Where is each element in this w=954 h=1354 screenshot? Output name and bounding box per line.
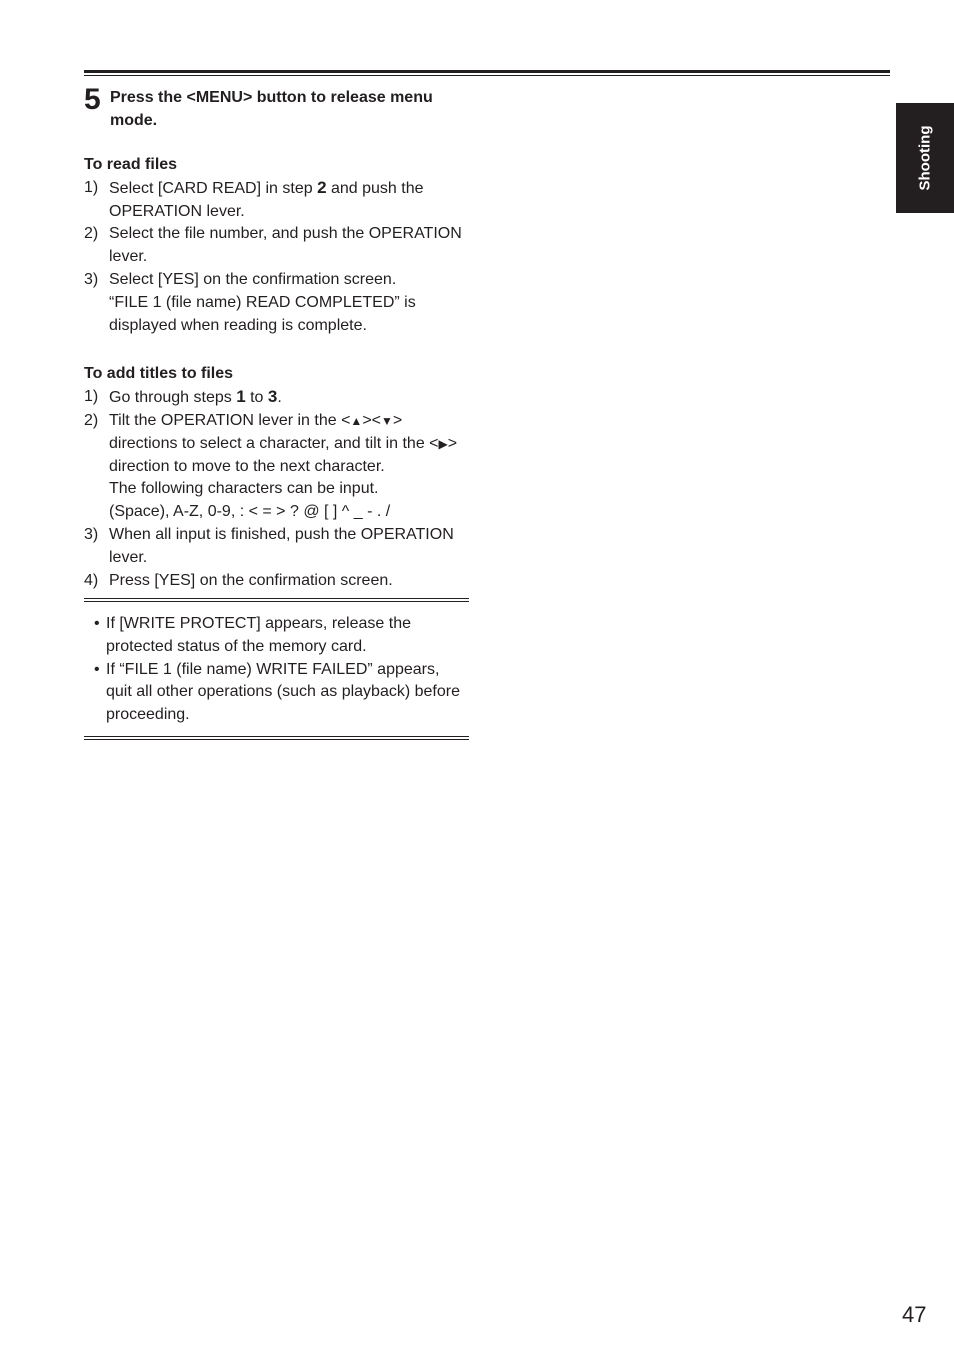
text-span: “FILE 1 (file name) READ COMPLETED” is displayed when reading is complete. [109, 293, 416, 334]
list-item [84, 524, 469, 570]
section-tab [896, 103, 954, 213]
list-item-number: 4) [84, 571, 99, 589]
step-ref: 3 [267, 387, 278, 407]
step-number: 5 [84, 83, 101, 116]
list-item-text: Press [YES] on the confirmation screen. [109, 571, 393, 589]
note-text: If [WRITE PROTECT] appears, release the protected status of the memory card. [106, 615, 411, 655]
list-item-text [109, 410, 469, 524]
top-rule-thin [84, 75, 890, 76]
list-item-text [109, 269, 469, 337]
right-arrow-icon: ▶ [438, 436, 448, 451]
note-rule [84, 598, 469, 599]
text-span: Go through steps [109, 389, 237, 407]
list-item-number: 1) [84, 388, 99, 406]
note-item [94, 659, 469, 727]
note-rule [84, 736, 469, 737]
list-item-number: 1) [84, 178, 99, 196]
note-text: If “FILE 1 (file name) WRITE FAILED” appears, quit all other operations (such as playback) before proceeding. [106, 660, 460, 724]
list-item-text: Select the file number, and push the OPERATION lever. [109, 225, 462, 266]
step-text: Press the <MENU> button to release menu mode. [110, 89, 433, 129]
step-ref: 1 [236, 387, 246, 407]
list-item [84, 410, 469, 524]
notes-list [84, 602, 469, 736]
text-span: > direction to move to the next character. [109, 434, 458, 475]
top-rule-thick [84, 70, 890, 73]
up-arrow-icon: ▲ [350, 413, 363, 428]
list-item-number: 3) [84, 525, 99, 543]
text-span: >< [362, 411, 381, 429]
list-item [84, 177, 469, 224]
list-item [84, 269, 469, 337]
text-span: Tilt the OPERATION lever in the < [109, 411, 351, 429]
note-rule [84, 739, 469, 740]
list-item [84, 570, 469, 593]
note-box [84, 598, 469, 740]
text-span: (Space), A-Z, 0-9, : < = > ? @ [ ] ^ _ - . / [109, 503, 391, 521]
bullet-icon: • [94, 660, 100, 678]
text-span: > directions to select a character, and tilt in the < [109, 411, 439, 452]
text-span: The following characters can be input. [109, 480, 379, 498]
section-tab-label: Shooting [916, 125, 934, 191]
add-titles-heading: To add titles to files [84, 365, 234, 383]
note-item [94, 613, 469, 659]
step-5 [84, 82, 469, 132]
text-span: Select [YES] on the confirmation screen. [109, 270, 397, 288]
list-item-text [109, 386, 469, 410]
text-span: Select [CARD READ] in step [109, 179, 318, 197]
add-titles-list [84, 386, 469, 592]
step-ref: 2 [317, 177, 327, 197]
down-arrow-icon: ▼ [381, 413, 393, 428]
list-item-text: When all input is finished, push the OPERATION lever. [109, 525, 454, 566]
read-files-heading: To read files [84, 156, 178, 173]
bullet-icon: • [94, 615, 100, 632]
text-span: . [277, 389, 282, 407]
text-span: and push the OPERATION lever. [109, 179, 424, 220]
list-item-number: 2) [84, 225, 99, 243]
list-item-number: 3) [84, 270, 99, 288]
list-item [84, 386, 469, 410]
text-span: to [245, 389, 268, 407]
page-number: 47 [902, 1302, 927, 1327]
list-item [84, 223, 469, 269]
list-item-number: 2) [84, 411, 99, 429]
list-item-text [109, 177, 469, 224]
read-files-list [84, 177, 469, 338]
top-rule [84, 70, 890, 76]
main-column [84, 82, 469, 592]
